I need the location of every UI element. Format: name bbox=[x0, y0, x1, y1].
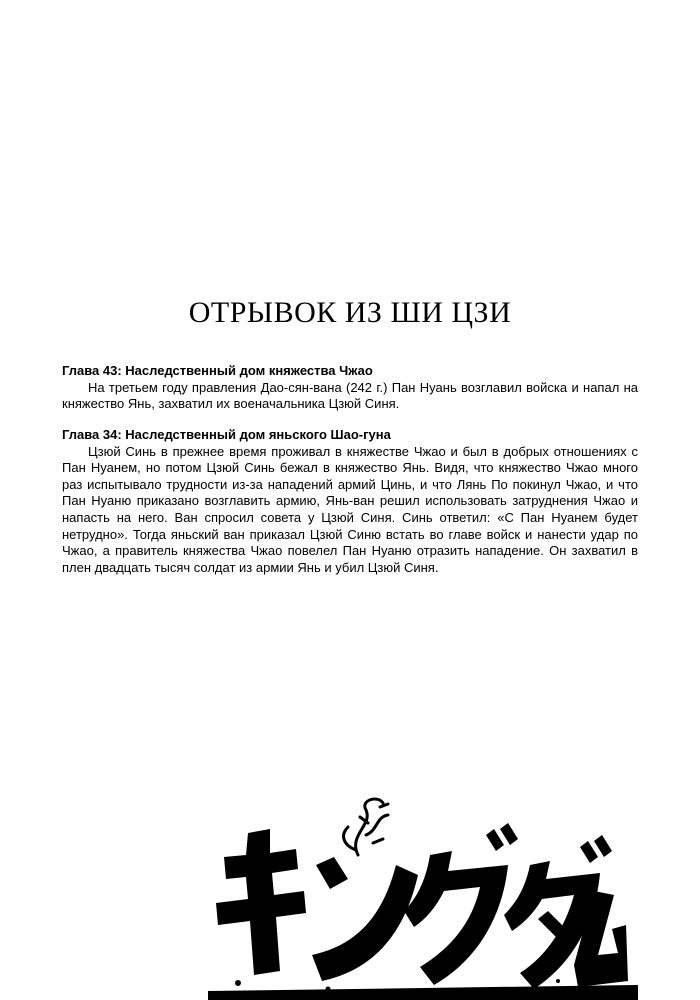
kingdom-logo bbox=[208, 795, 638, 1000]
logo-lettering bbox=[216, 823, 628, 989]
section-text: Цзюй Синь в прежнее время проживал в княжестве Чжао и был в добрых отношениях с Пан Нуанем, но потом Цзюй Синь бежал в княжество Янь. Видя, что княжество Чжао много раз испытывало трудности из-за нападений армий Цинь, и что Лянь По покинул Чжао, и что Пан Нуаню приказано возглавить армию, Янь-ван решил использовать затруднения Чжао и напасть на него. Ван спросил совета у Цзюй Синя. Синь ответил: «С Пан Нуанем будет нетрудно». Тогда яньский ван приказал Цзюй Синю встать во главе войск и нанести удар по Чжао, а правитель княжества Чжао повелел Пан Нуаню отразить нападение. Он захватил в плен двадцать тысяч солдат из армии Янь и убил Цзюй Синя. bbox=[62, 443, 638, 575]
section-heading: Глава 34: Наследственный дом яньского Шао-гуна bbox=[62, 427, 391, 442]
page-title: ОТРЫВОК ИЗ ШИ ЦЗИ bbox=[188, 296, 512, 329]
ink-splatter bbox=[208, 979, 638, 1000]
excerpt-section bbox=[62, 363, 638, 413]
section-text: На третьем году правления Дао-сян-вана (242 г.) Пан Нуань возглавил войска и напал на княжество Янь, захватил их военачальника Цзюй Синя. bbox=[62, 379, 638, 412]
excerpt-section bbox=[62, 427, 638, 576]
dragon-ornament bbox=[344, 799, 388, 855]
section-heading: Глава 43: Наследственный дом княжества Чжао bbox=[62, 363, 373, 378]
